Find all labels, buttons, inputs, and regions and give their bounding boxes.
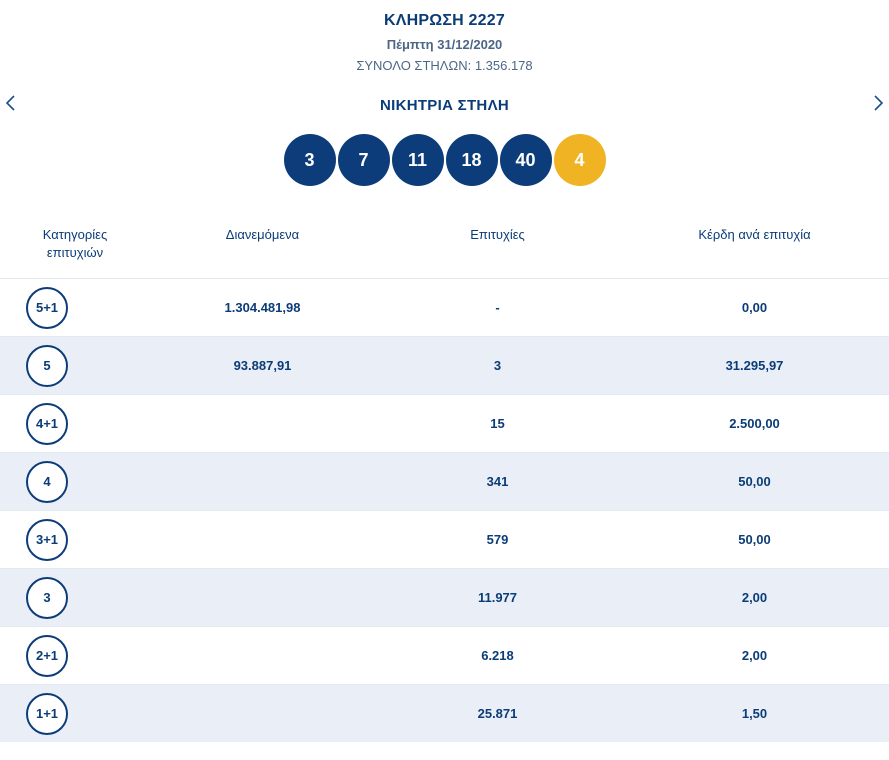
- winning-number-ball: 11: [392, 134, 444, 186]
- winners-cell: 6.218: [481, 648, 514, 663]
- chevron-left-icon[interactable]: [4, 94, 18, 112]
- column-header-winners: Επιτυχίες: [470, 227, 525, 242]
- prize-cell: 1,50: [741, 706, 768, 721]
- prize-cell: 2,00: [741, 648, 768, 663]
- prize-cell: 31.295,97: [725, 358, 784, 373]
- winners-cell: 25.871: [477, 706, 518, 721]
- winners-cell: -: [495, 300, 500, 315]
- table-row: [0, 452, 889, 510]
- column-header-category: [0, 220, 150, 262]
- draw-title: ΚΛΗΡΩΣΗ 2227: [384, 12, 505, 29]
- winners-cell: 579: [486, 532, 509, 547]
- column-header-category-line1: Κατηγορίες: [42, 227, 108, 242]
- category-badge: 4+1: [26, 403, 68, 445]
- category-cell: [0, 461, 150, 503]
- distributed-cell: 93.887,91: [233, 358, 292, 373]
- category-cell: [0, 693, 150, 735]
- category-badge: 3+1: [26, 519, 68, 561]
- distributed-cell: 1.304.481,98: [224, 300, 301, 315]
- chevron-right-icon[interactable]: [871, 94, 885, 112]
- winning-numbers: [0, 134, 889, 186]
- winners-cell: 15: [490, 416, 505, 431]
- winners-cell: 11.977: [477, 590, 518, 605]
- category-badge: 5: [26, 345, 68, 387]
- category-cell: [0, 345, 150, 387]
- winning-number-ball: 18: [446, 134, 498, 186]
- category-badge: 2+1: [26, 635, 68, 677]
- table-row: [0, 336, 889, 394]
- category-cell: [0, 519, 150, 561]
- category-badge: 1+1: [26, 693, 68, 735]
- winning-number-ball: 3: [284, 134, 336, 186]
- table-row: [0, 684, 889, 742]
- prize-cell: 2.500,00: [729, 416, 780, 431]
- category-badge: 3: [26, 577, 68, 619]
- table-row: [0, 510, 889, 568]
- winners-cell: 341: [486, 474, 509, 489]
- total-columns: ΣΥΝΟΛΟ ΣΤΗΛΩΝ: 1.356.178: [356, 58, 533, 73]
- category-cell: [0, 403, 150, 445]
- table-row: [0, 626, 889, 684]
- draw-date: Πέμπτη 31/12/2020: [386, 37, 503, 52]
- category-cell: [0, 635, 150, 677]
- column-header-category-line2: επιτυχιών: [46, 245, 104, 260]
- table-header-row: [0, 220, 889, 278]
- column-header-prize: Κέρδη ανά επιτυχία: [698, 227, 811, 242]
- prize-cell: 50,00: [738, 532, 771, 547]
- draw-header: [0, 0, 889, 76]
- category-cell: [0, 577, 150, 619]
- category-cell: [0, 287, 150, 329]
- table-row: [0, 394, 889, 452]
- winning-number-ball: 40: [500, 134, 552, 186]
- category-badge: 4: [26, 461, 68, 503]
- table-row: [0, 568, 889, 626]
- category-badge: 5+1: [26, 287, 68, 329]
- prize-cell: 0,00: [741, 300, 768, 315]
- bonus-number-ball: 4: [554, 134, 606, 186]
- prize-cell: 50,00: [738, 474, 771, 489]
- winning-number-ball: 7: [338, 134, 390, 186]
- winners-cell: 3: [493, 358, 502, 373]
- winning-column-label: ΝΙΚΗΤΡΙΑ ΣΤΗΛΗ: [379, 97, 510, 114]
- prize-cell: 2,00: [741, 590, 768, 605]
- column-header-distributed: Διανεμόμενα: [225, 227, 300, 242]
- table-row: [0, 278, 889, 336]
- prize-breakdown-table: [0, 220, 889, 742]
